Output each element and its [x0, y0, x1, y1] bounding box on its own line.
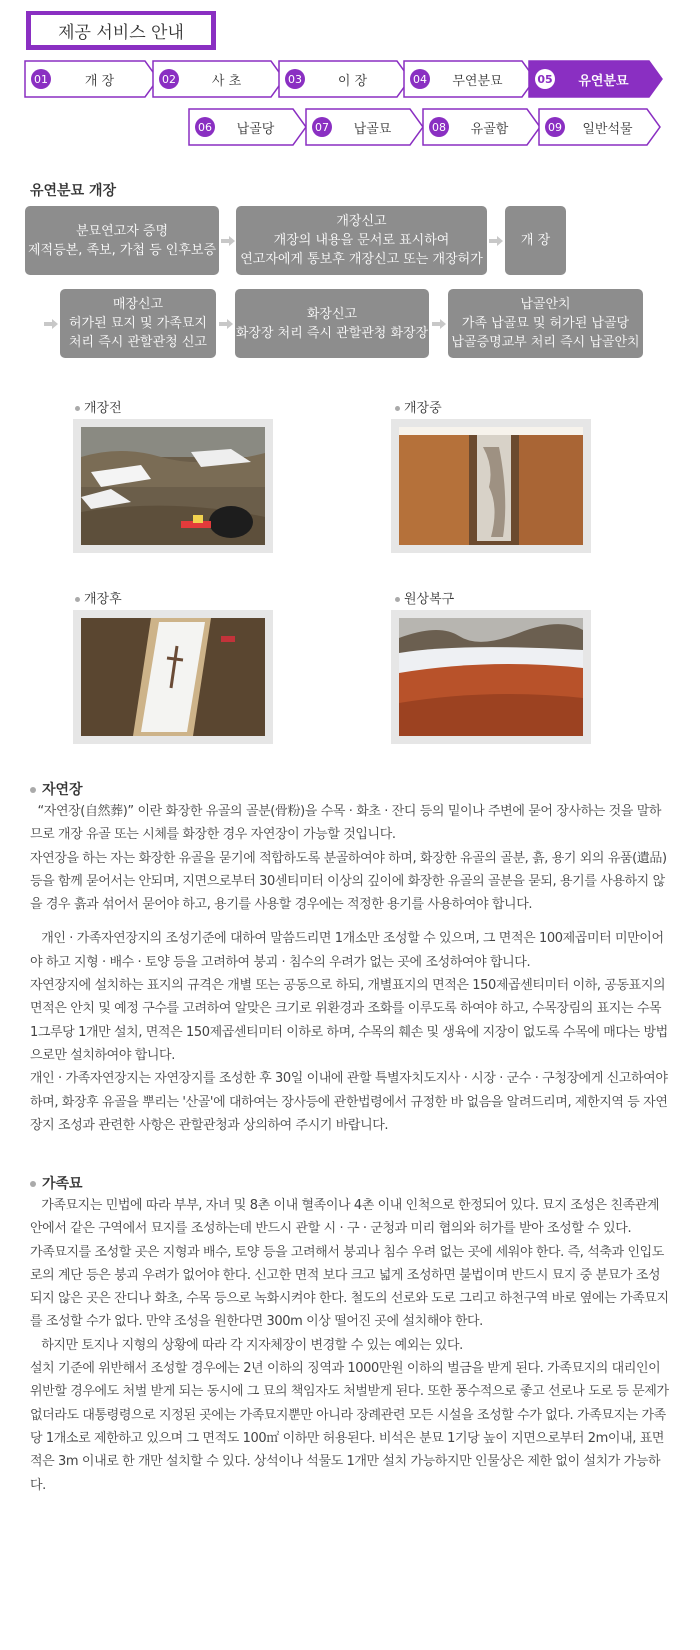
tab-label: 이 장 [337, 73, 368, 89]
tab-number: 02 [159, 69, 179, 89]
paragraph: 개인 · 가족자연장지는 자연장지를 조성한 후 30일 이내에 관할 특별자치도지사 · 시장 · 군수 · 구청장에게 신고하여야 하며, 화장후 유골을 뿌리는 '산골'에 대하여는 장사등에 관한법령에서 규정한 바 없음을 알려드리며, 제한지역 등 자연장지 조성과 관련한 사항은 관할관청과 상의하여 주시기 바랍니다. [30, 1071, 668, 1133]
tab-01[interactable] [24, 60, 159, 98]
tab-label: 사 초 [211, 73, 242, 89]
process-step-line: 처리 즉시 관할관청 신고 [69, 335, 207, 350]
natural-burial-text [30, 800, 670, 1137]
photo-during [391, 419, 591, 553]
tab-04[interactable] [403, 60, 536, 98]
process-step-line: 연고자에게 통보후 개장신고 또는 개장허가 [240, 252, 483, 267]
page-title-box [26, 11, 216, 50]
tab-label: 무연분묘 [452, 73, 503, 89]
photo-during-image [399, 427, 583, 545]
paragraph: 자연장을 하는 자는 화장한 유골을 묻기에 적합하도록 분골하여야 하며, 화장한 유골의 골분, 흙, 용기 외의 유품(遺品)등을 함께 묻어서는 안되며, 지면으로부터 30센티미터 이상의 깊이에 화장한 유골의 골분을 묻되, 용기를 사용하지 않을 경우 흙과 섞어서 묻어야 하고, 용기를 사용할 경우에는 적정한 용기를 사용하여야 합니다. [30, 850, 667, 913]
page-title: 제공 서비스 안내 [31, 15, 211, 45]
tab-label: 유연분묘 [578, 73, 629, 89]
tab-number: 06 [195, 117, 215, 137]
process-step-line: 개 장 [520, 233, 551, 248]
process-step-6 [448, 289, 643, 358]
tab-label: 개 장 [84, 73, 115, 89]
process-step-line: 매장신고 [112, 297, 164, 312]
process-step-line: 납골증명교부 처리 즉시 납골안치 [451, 335, 640, 350]
tab-06[interactable] [188, 108, 307, 146]
photo-after-image [81, 618, 265, 736]
process-step-1 [25, 206, 219, 275]
tab-label: 일반석물 [582, 121, 633, 137]
process-step-line: 화장장 처리 즉시 관할관청 화장장 [235, 325, 429, 341]
photo-caption: 개장후 [75, 588, 122, 607]
family-cemetery-title: 가족묘 [30, 1173, 83, 1193]
paragraph: 설치 기준에 위반해서 조성할 경우에는 2년 이하의 징역과 1000만원 이하의 벌금을 받게 된다. 가족묘지의 대리인이 위반할 경우에도 처벌 받게 되는 동시에 그 묘의 책임자도 처벌받게 된다. 또한 풍수적으로 좋고 선로나 도로 등 문제가 없더라도 대통령령으로 지정된 곳에는 가족묘지뿐만 아니라 장례관련 모든 시설을 조성할 수가 없다. 가족묘지는 가족당 1개소로 제한하고 있으며 그 면적도 100㎡ 이하만 허용된다. 비석은 분묘 1기당 높이 지면으로부터 2m이내, 표면적은 3m 이내로 한 개만 설치할 수 있다. 상석이나 석물도 1개만 설치 가능하지만 인물상은 제한 없이 설치가 가능하다. [30, 1361, 669, 1493]
tab-03[interactable] [278, 60, 411, 98]
process-step-line: 납골안치 [520, 297, 571, 312]
process-step-line: 화장신고 [306, 306, 358, 322]
photo-caption: 개장전 [75, 397, 122, 416]
tab-number: 07 [312, 117, 332, 137]
photo-caption: 개장중 [395, 397, 442, 416]
photo-before [73, 419, 273, 553]
tab-number: 01 [31, 69, 51, 89]
tab-05[interactable] [528, 60, 663, 98]
process-step-2 [236, 206, 487, 275]
process-step-4 [60, 289, 216, 358]
process-step-line: 제적등본, 족보, 가첩 등 인후보증 [27, 242, 217, 258]
natural-burial-title: 자연장 [30, 779, 83, 799]
tab-07[interactable] [305, 108, 424, 146]
paragraph: 자연장지에 설치하는 표지의 규격은 개별 또는 공동으로 하되, 개별표지의 면적은 150제곱센티미터 이하, 공동표지의 면적은 안치 및 예정 구수를 고려하여 알맞은 크기로 위환경과 조화를 이루도록 하여야 하고, 수목장림의 표지는 수목 1그루당 1개만 설치, 면적은 150제곱센티미터 이하로 하며, 수목의 훼손 및 생육에 지장이 없도록 수목에 매다는 방법으로만 설치하여야 합니다. [30, 978, 668, 1063]
family-cemetery-text [30, 1194, 670, 1497]
arrow-right-icon [219, 319, 233, 329]
photo-caption: 원상복구 [395, 588, 454, 607]
photo-restored [391, 610, 591, 744]
process-step-line: 분묘연고자 증명 [75, 223, 169, 239]
paragraph: 개인 · 가족자연장지의 조성기준에 대하여 말씀드리면 1개소만 조성할 수 있으며, 그 면적은 100제곱미터 미만이어야 하고 지형 · 배수 · 토양 등을 고려하여 붕괴 · 침수의 우려가 없는 곳에 조성하여야 합니다. [30, 931, 664, 970]
process-step-line: 가족 납골묘 및 허가된 납골당 [461, 316, 630, 331]
tab-number: 03 [285, 69, 305, 89]
process-step-3 [505, 206, 566, 275]
paragraph: “자연장(自然葬)” 이란 화장한 유골의 골분(骨粉)을 수목 · 화초 · 잔디 등의 밑이나 주변에 묻어 장사하는 것을 말하므로 개장 유골 또는 시체를 화장한 경우 자연장이 가능할 것입니다. [30, 804, 662, 843]
paragraph: 가족묘지는 민법에 따라 부부, 자녀 및 8촌 이내 혈족이나 4촌 이내 인척으로 한정되어 있다. 묘지 조성은 친족관계 안에서 같은 구역에서 묘지를 조성하는데 반드시 관할 시 · 구 · 군청과 미리 협의와 허가를 받아 조성할 수 있다. [30, 1198, 660, 1237]
arrow-right-icon [221, 236, 235, 246]
photo-after [73, 610, 273, 744]
tab-number: 09 [545, 117, 565, 137]
tab-02[interactable] [152, 60, 285, 98]
photo-before-image [81, 427, 265, 545]
tab-label: 납골당 [236, 121, 275, 137]
tab-number: 05 [535, 69, 555, 89]
process-step-5 [235, 289, 429, 358]
arrow-right-icon [44, 319, 58, 329]
arrow-right-icon [432, 319, 446, 329]
tab-08[interactable] [422, 108, 541, 146]
tab-09[interactable] [538, 108, 661, 146]
process-step-line: 개장신고 [336, 214, 387, 229]
tab-label: 납골묘 [353, 121, 392, 137]
arrow-right-icon [489, 236, 503, 246]
paragraph: 가족묘지를 조성할 곳은 지형과 배수, 토양 등을 고려해서 붕괴나 침수 우려 없는 곳에 세워야 한다. 즉, 석축과 인입도로의 계단 등은 붕괴 우려가 없어야 한다. 신고한 면적 보다 크고 넓게 조성하면 불법이며 반드시 묘지 중 분묘가 조성되지 않은 곳은 잔디나 화초, 수목 등으로 녹화시켜야 한다. 철도의 선로와 도로 그리고 하천구역 바로 옆에는 가족묘지를 조성할 수가 없다. 만약 조성을 원한다면 300m 이상 떨어진 곳에 설치해야 한다. [30, 1244, 669, 1330]
tab-label: 유골함 [470, 121, 509, 137]
photo-restored-image [399, 618, 583, 736]
tab-number: 04 [410, 69, 430, 89]
tab-number: 08 [429, 117, 449, 137]
process-title: 유연분묘 개장 [30, 183, 117, 199]
process-step-line: 허가된 묘지 및 가족묘지 [69, 316, 207, 331]
paragraph: 하지만 토지나 지형의 상황에 따라 각 지자체장이 변경할 수 있는 예외는 있다. [30, 1337, 463, 1353]
process-step-line: 개장의 내용을 문서로 표시하여 [273, 233, 450, 248]
